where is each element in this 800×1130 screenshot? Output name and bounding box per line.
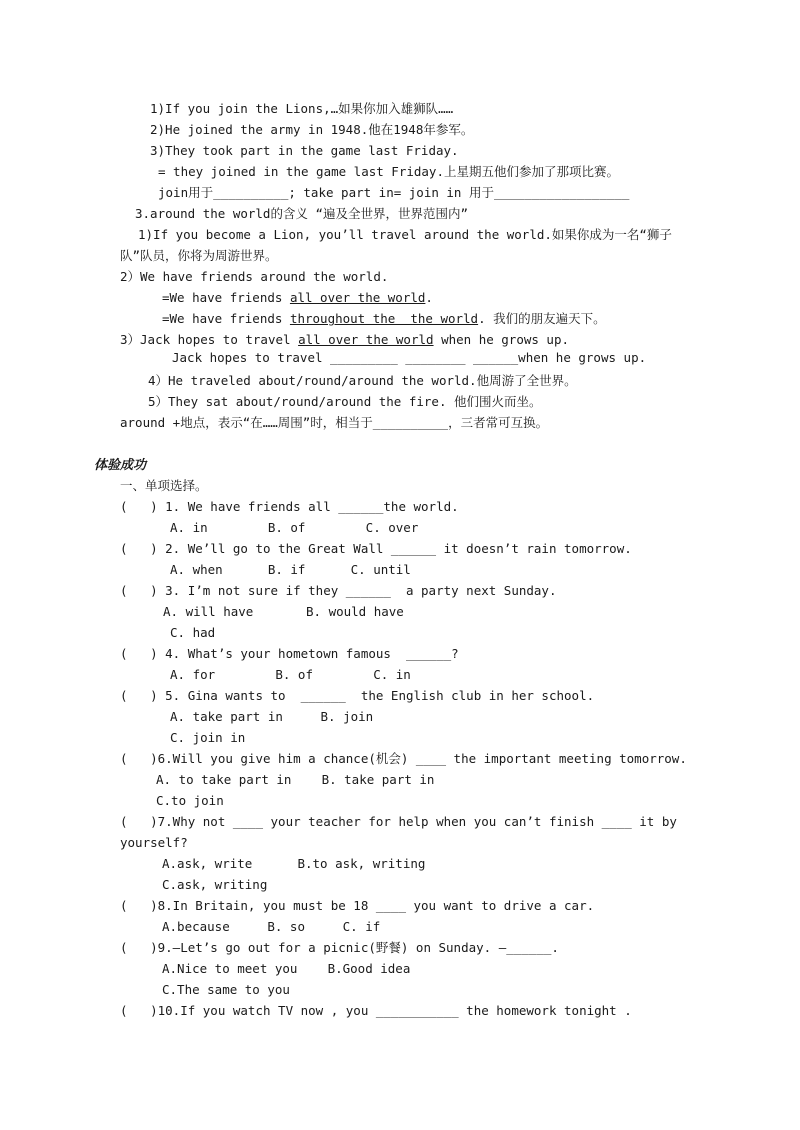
around-2c-suffix: . 我们的朋友遍天下。: [478, 311, 606, 326]
around-example-3: [120, 332, 569, 348]
question-5-options-2: C. join in: [170, 730, 246, 745]
around-example-1a: 1)If you become a Lion, you’ll travel around the world.如果你成为一名“狮子: [138, 227, 672, 242]
question-2: ( ) 2. We’ll go to the Great Wall ______ it doesn’t rain tomorrow.: [120, 541, 632, 556]
question-3: ( ) 3. I’m not sure if they ______ a party next Sunday.: [120, 583, 557, 598]
join-example-3: 3)They took part in the game last Friday.: [150, 143, 459, 158]
question-6-options: A. to take part in B. take part in: [156, 772, 435, 787]
around-2c-underlined: throughout the the world: [289, 311, 479, 326]
around-summary: around +地点，表示“在……周围”时，相当于__________，三者常可互换。: [120, 415, 549, 430]
question-8-options: A.because B. so C. if: [162, 919, 381, 934]
around-3-underlined: all over the world: [298, 332, 434, 347]
around-2b-prefix: =We have friends: [162, 290, 290, 305]
question-9-options: A.Nice to meet you B.Good idea: [162, 961, 411, 976]
question-4: ( ) 4. What’s your hometown famous ______?: [120, 646, 459, 661]
join-example-2: 2)He joined the army in 1948.他在1948年参军。: [150, 122, 474, 137]
join-example-3b: = they joined in the game last Friday.上星期五他们参加了那项比赛。: [158, 164, 619, 179]
around-title: 3.around the world的含义 “遍及全世界，世界范围内”: [135, 206, 469, 221]
around-example-2c: [162, 311, 606, 327]
question-7-continued: yourself?: [120, 835, 188, 850]
around-example-2: 2）We have friends around the world.: [120, 269, 389, 284]
question-1: ( ) 1. We have friends all ______the world.: [120, 499, 459, 514]
question-6: ( )6.Will you give him a chance(机会) ____ the important meeting tomorrow.: [120, 751, 687, 766]
around-2b-suffix: .: [425, 290, 433, 305]
around-3-suffix: when he grows up.: [433, 332, 570, 347]
question-4-options: A. for B. of C. in: [170, 667, 411, 682]
question-9: ( )9.—Let’s go out for a picnic(野餐) on Sunday. —______.: [120, 940, 559, 955]
section-subtitle: 一、单项选择。: [120, 478, 208, 493]
question-8: ( )8.In Britain, you must be 18 ____ you want to drive a car.: [120, 898, 595, 913]
join-example-1: 1)If you join the Lions,…如果你加入雄狮队……: [150, 101, 454, 116]
question-10: ( )10.If you watch TV now , you ___________ the homework tonight .: [120, 1003, 632, 1018]
join-summary: join用于__________; take part in= join in 用于__________________: [158, 185, 630, 200]
around-example-1b: 队”队员，你将为周游世界。: [120, 248, 278, 263]
around-2b-underlined: all over the world: [289, 290, 426, 305]
question-7-options: A.ask, write B.to ask, writing: [162, 856, 426, 871]
around-2c-prefix: =We have friends: [162, 311, 290, 326]
question-2-options: A. when B. if C. until: [170, 562, 411, 577]
question-6-options-2: C.to join: [156, 793, 224, 808]
question-7: ( )7.Why not ____ your teacher for help when you can’t finish ____ it by: [120, 814, 677, 829]
question-7-options-2: C.ask, writing: [162, 877, 268, 892]
around-example-2b: [162, 290, 433, 306]
question-1-options: A. in B. of C. over: [170, 520, 419, 535]
question-3-options: A. will have B. would have: [163, 604, 404, 619]
question-3-options-2: C. had: [170, 625, 216, 640]
around-3-prefix: 3）Jack hopes to travel: [120, 332, 299, 347]
question-9-options-2: C.The same to you: [162, 982, 290, 997]
section-title: 体验成功: [94, 458, 147, 473]
around-example-3b: Jack hopes to travel _________ ________ ______when he grows up.: [172, 350, 647, 365]
question-5-options: A. take part in B. join: [170, 709, 374, 724]
question-5: ( ) 5. Gina wants to ______ the English club in her school.: [120, 688, 595, 703]
around-example-4: 4）He traveled about/round/around the world.他周游了全世界。: [148, 373, 577, 388]
around-example-5: 5）They sat about/round/around the fire. 他们围火而坐。: [148, 394, 542, 409]
